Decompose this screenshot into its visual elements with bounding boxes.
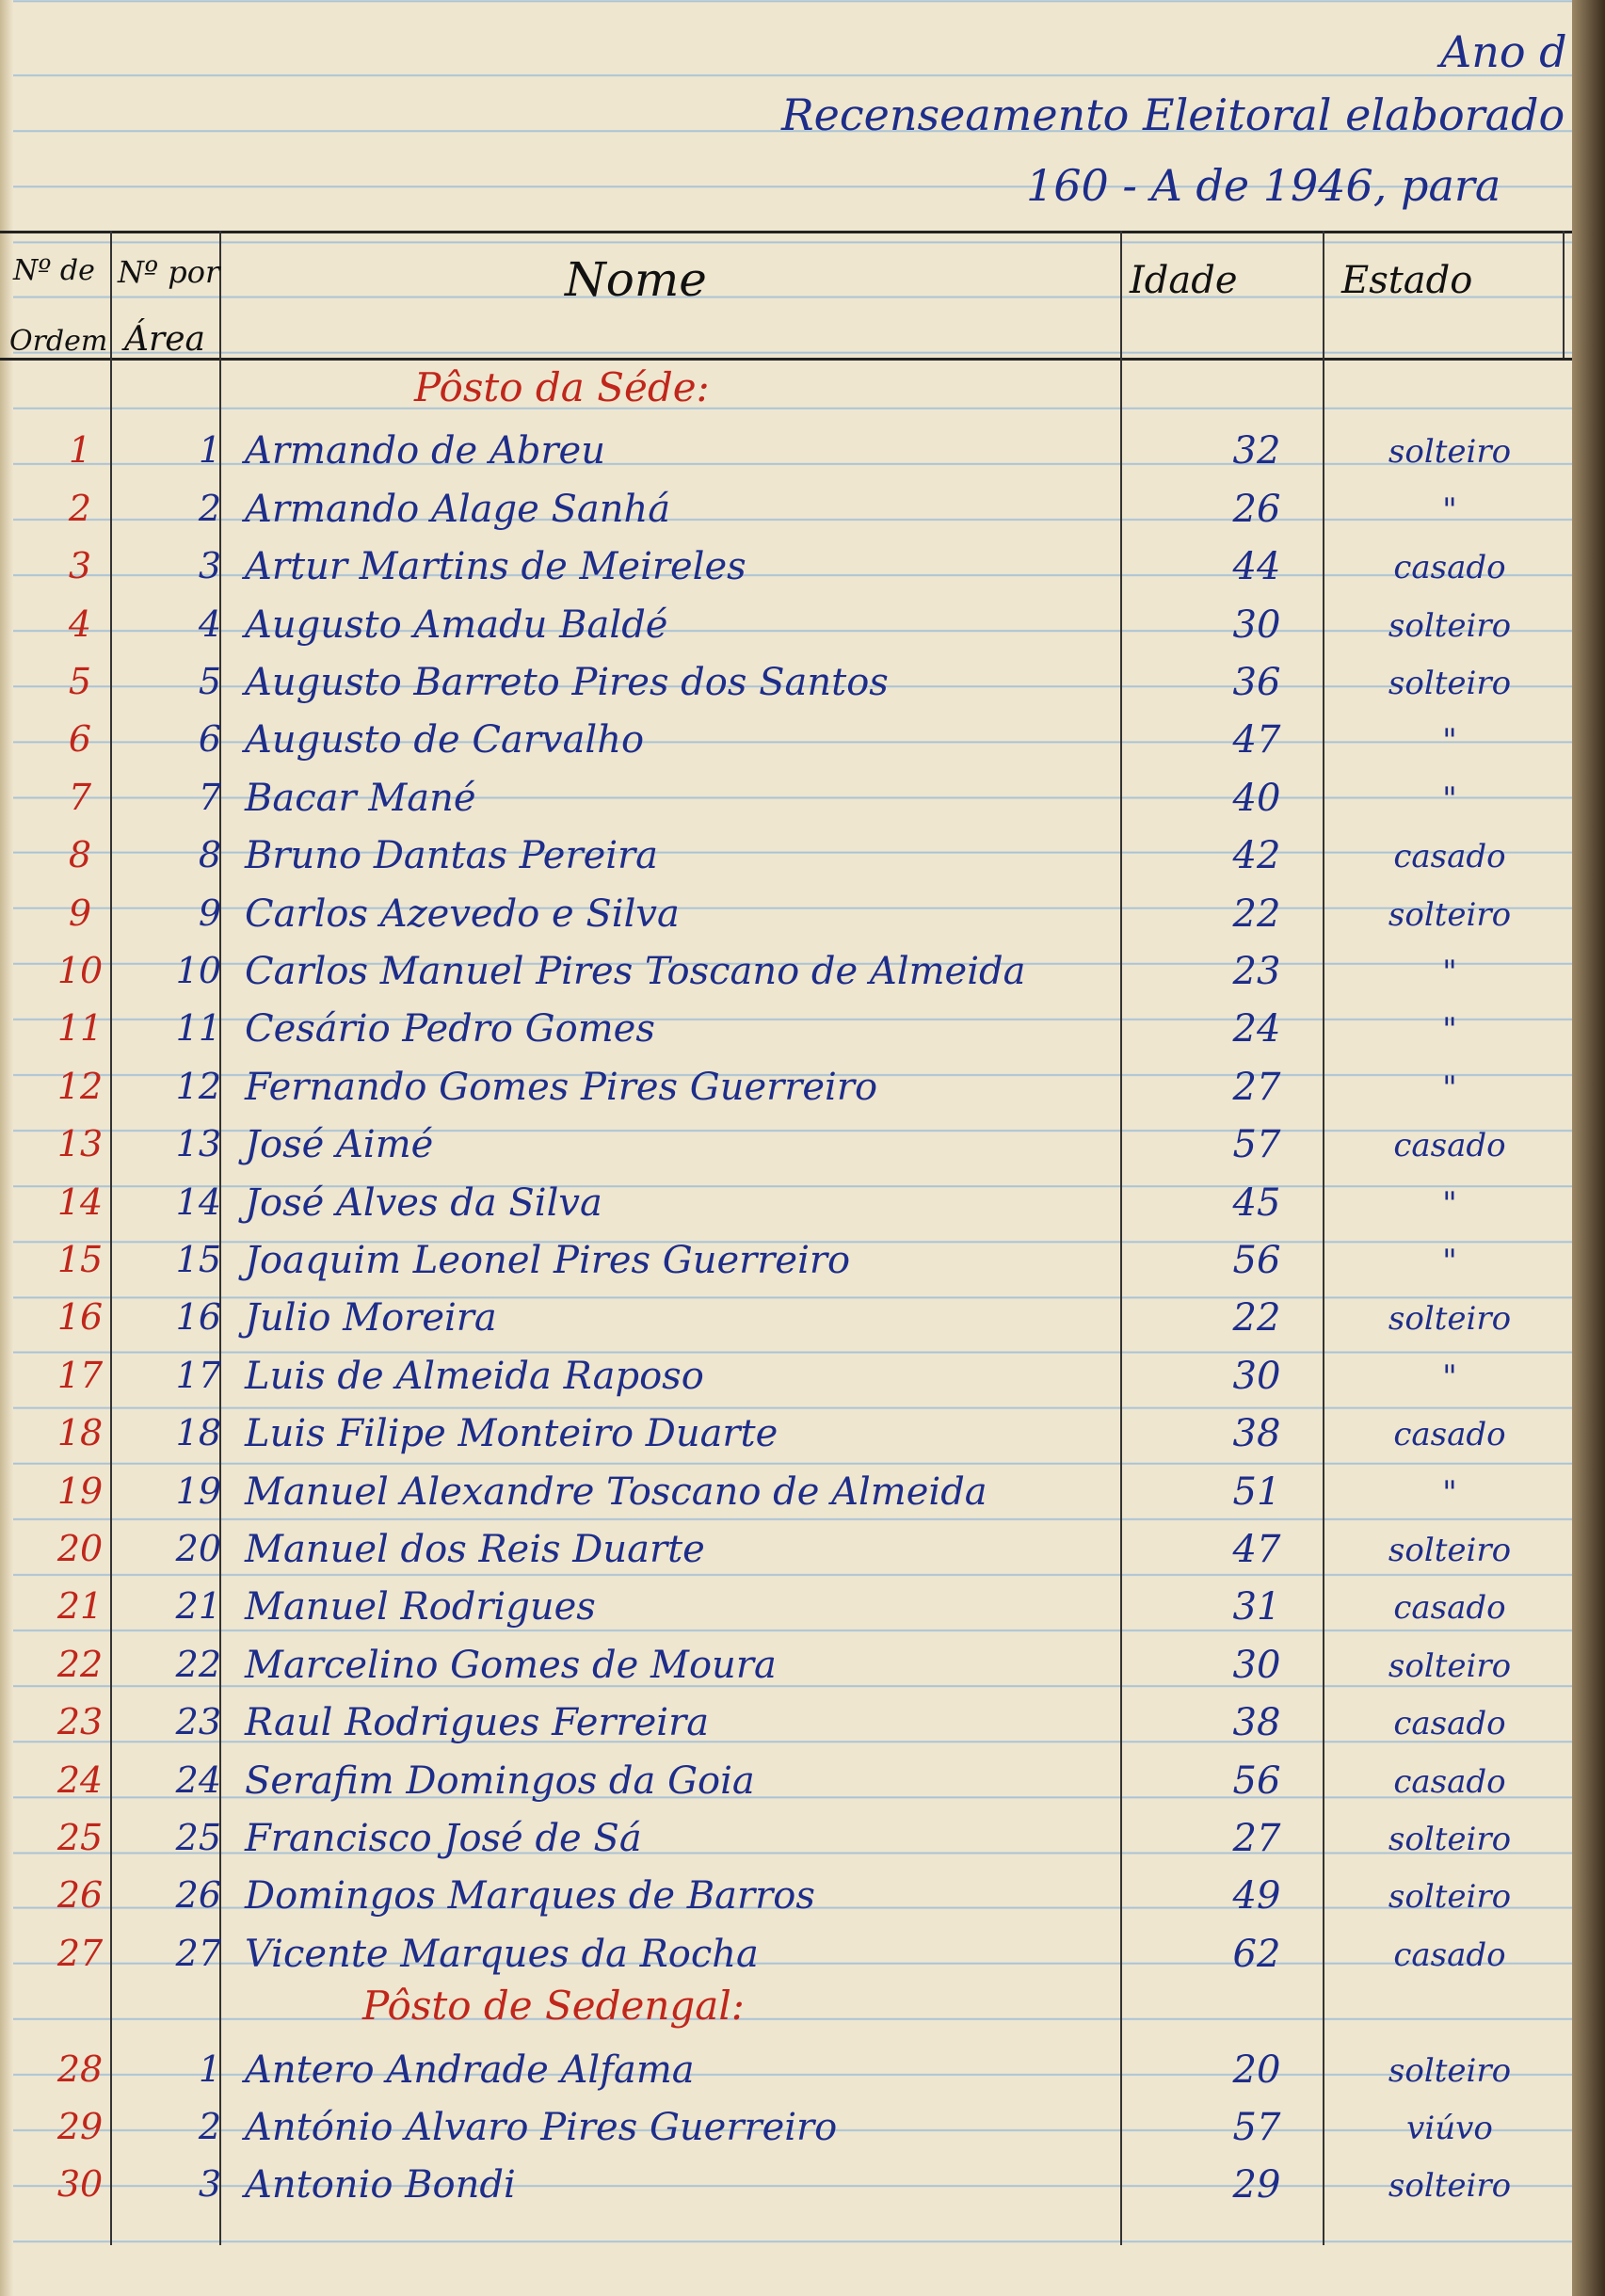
row-estado: solteiro xyxy=(1388,1821,1512,1858)
row-estado: " xyxy=(1442,722,1457,761)
row-estado: " xyxy=(1442,779,1457,818)
row-idade: 27 xyxy=(1232,1817,1281,1860)
row-nome: José Alves da Silva xyxy=(245,1180,602,1225)
row-nome: Julio Moreira xyxy=(245,1296,497,1341)
row-nome: Domingos Marques de Barros xyxy=(245,1874,815,1919)
row-ordem: 25 xyxy=(56,1817,104,1858)
row-ordem: 7 xyxy=(68,776,92,818)
row-nome: Bacar Mané xyxy=(245,776,476,820)
row-idade: 20 xyxy=(1232,2047,1281,2092)
row-nome: Luis de Almeida Raposo xyxy=(245,1354,704,1398)
row-idade: 38 xyxy=(1232,1412,1281,1456)
row-nome: Luis Filipe Monteiro Duarte xyxy=(245,1412,778,1456)
header-line-3: 160 - A de 1946, para xyxy=(1026,160,1501,211)
row-idade: 42 xyxy=(1232,834,1281,878)
row-area: 12 xyxy=(175,1065,221,1107)
col-ordem-line2: Ordem xyxy=(9,325,108,358)
row-ordem: 24 xyxy=(56,1758,104,1801)
header-line-1: Ano d xyxy=(1440,26,1567,77)
row-estado: solteiro xyxy=(1388,2051,1512,2090)
row-area: 2 xyxy=(198,2106,221,2147)
header-top-rule xyxy=(0,231,1572,233)
row-nome: Bruno Dantas Pereira xyxy=(245,834,659,878)
row-estado: " xyxy=(1442,1184,1457,1223)
row-area: 2 xyxy=(198,487,221,529)
row-estado: " xyxy=(1442,1068,1457,1107)
row-ordem: 2 xyxy=(68,487,92,529)
row-idade: 32 xyxy=(1232,429,1281,474)
row-ordem: 18 xyxy=(56,1412,104,1454)
row-area: 6 xyxy=(198,718,221,761)
row-area: 19 xyxy=(175,1469,221,1512)
row-idade: 38 xyxy=(1232,1701,1281,1745)
row-ordem: 11 xyxy=(56,1007,104,1050)
row-estado: viúvo xyxy=(1406,2110,1493,2147)
row-area: 1 xyxy=(198,429,221,472)
row-ordem: 10 xyxy=(56,950,104,991)
row-idade: 30 xyxy=(1232,1354,1281,1398)
row-estado: solteiro xyxy=(1388,2167,1512,2206)
row-idade: 47 xyxy=(1232,1528,1281,1571)
row-area: 9 xyxy=(198,891,221,934)
row-estado: " xyxy=(1442,490,1457,529)
column-rule-estado xyxy=(1563,231,1565,358)
row-nome: Joaquim Leonel Pires Guerreiro xyxy=(245,1239,851,1282)
row-estado: solteiro xyxy=(1388,433,1512,472)
row-nome: José Aimé xyxy=(245,1123,434,1167)
column-rule-idade xyxy=(1323,231,1324,2245)
row-estado: " xyxy=(1442,954,1457,991)
row-ordem: 1 xyxy=(68,429,92,472)
row-area: 5 xyxy=(198,661,221,702)
row-idade: 56 xyxy=(1232,1758,1281,1803)
row-estado: " xyxy=(1442,1357,1457,1396)
row-area: 20 xyxy=(175,1528,221,1569)
row-area: 15 xyxy=(175,1239,221,1280)
row-ordem: 29 xyxy=(56,2106,104,2147)
row-estado: solteiro xyxy=(1388,1532,1512,1569)
row-estado: casado xyxy=(1393,1935,1506,1974)
row-idade: 30 xyxy=(1232,602,1281,647)
row-estado: casado xyxy=(1393,1589,1506,1628)
row-estado: solteiro xyxy=(1388,1646,1512,1685)
row-idade: 49 xyxy=(1232,1874,1281,1919)
row-idade: 27 xyxy=(1232,1065,1281,1109)
row-idade: 51 xyxy=(1232,1469,1281,1514)
row-nome: Manuel Rodrigues xyxy=(245,1585,596,1630)
row-idade: 40 xyxy=(1232,776,1281,820)
row-idade: 26 xyxy=(1232,487,1281,531)
row-idade: 62 xyxy=(1232,1932,1281,1976)
row-nome: Augusto de Carvalho xyxy=(245,718,645,763)
row-estado: " xyxy=(1442,1011,1457,1050)
column-rule-nome xyxy=(1120,231,1122,2245)
row-ordem: 5 xyxy=(68,661,92,702)
row-ordem: 6 xyxy=(68,718,92,761)
row-idade: 22 xyxy=(1232,891,1281,936)
row-area: 10 xyxy=(175,950,221,991)
row-ordem: 19 xyxy=(56,1469,104,1512)
row-idade: 30 xyxy=(1232,1643,1281,1687)
row-estado: solteiro xyxy=(1388,895,1512,934)
row-area: 16 xyxy=(175,1296,221,1339)
row-area: 8 xyxy=(198,834,221,876)
col-area-line2: Área xyxy=(124,320,205,359)
row-ordem: 9 xyxy=(68,891,92,934)
header-bottom-rule xyxy=(0,358,1572,361)
row-area: 25 xyxy=(175,1817,221,1858)
row-nome: Carlos Manuel Pires Toscano de Almeida xyxy=(245,950,1026,993)
row-area: 1 xyxy=(198,2047,221,2090)
row-estado: solteiro xyxy=(1388,606,1512,645)
row-idade: 47 xyxy=(1232,718,1281,763)
row-area: 18 xyxy=(175,1412,221,1454)
row-estado: solteiro xyxy=(1388,1300,1512,1339)
row-nome: Fernando Gomes Pires Guerreiro xyxy=(245,1065,878,1109)
row-idade: 22 xyxy=(1232,1296,1281,1341)
row-area: 11 xyxy=(175,1007,221,1050)
row-idade: 45 xyxy=(1232,1180,1281,1225)
row-estado: casado xyxy=(1393,1705,1506,1743)
row-area: 7 xyxy=(198,776,221,818)
row-idade: 24 xyxy=(1232,1007,1281,1052)
row-ordem: 14 xyxy=(56,1180,104,1223)
row-area: 26 xyxy=(175,1874,221,1917)
row-nome: Francisco José de Sá xyxy=(245,1817,642,1860)
row-area: 27 xyxy=(175,1932,221,1974)
row-nome: Manuel dos Reis Duarte xyxy=(245,1528,705,1571)
header-line-2: Recenseamento Eleitoral elaborado xyxy=(781,89,1565,140)
row-estado: solteiro xyxy=(1388,665,1512,702)
page-edge xyxy=(1572,0,1605,2296)
row-area: 3 xyxy=(198,2163,221,2206)
row-nome: Artur Martins de Meireles xyxy=(245,545,746,589)
row-estado: " xyxy=(1442,1473,1457,1512)
row-ordem: 28 xyxy=(56,2047,104,2090)
row-area: 24 xyxy=(175,1758,221,1801)
row-ordem: 27 xyxy=(56,1932,104,1974)
row-ordem: 22 xyxy=(56,1643,104,1685)
col-nome: Nome xyxy=(565,252,707,307)
row-nome: Cesário Pedro Gomes xyxy=(245,1007,655,1052)
row-nome: Augusto Barreto Pires dos Santos xyxy=(245,661,889,704)
row-area: 22 xyxy=(175,1643,221,1685)
row-idade: 57 xyxy=(1232,2106,1281,2149)
row-idade: 57 xyxy=(1232,1123,1281,1167)
row-nome: António Alvaro Pires Guerreiro xyxy=(245,2106,838,2149)
row-nome: Armando de Abreu xyxy=(245,429,605,474)
row-area: 17 xyxy=(175,1354,221,1396)
row-idade: 31 xyxy=(1232,1585,1281,1630)
row-ordem: 12 xyxy=(56,1065,104,1107)
row-nome: Serafim Domingos da Goia xyxy=(245,1758,755,1803)
row-idade: 56 xyxy=(1232,1239,1281,1282)
row-idade: 44 xyxy=(1232,545,1281,589)
row-ordem: 23 xyxy=(56,1701,104,1743)
row-idade: 29 xyxy=(1232,2163,1281,2208)
row-nome: Antonio Bondi xyxy=(245,2163,516,2208)
row-area: 14 xyxy=(175,1180,221,1223)
row-ordem: 8 xyxy=(68,834,92,876)
row-estado: casado xyxy=(1393,1762,1506,1801)
section-title: Pôsto da Séde: xyxy=(414,364,710,410)
row-ordem: 16 xyxy=(56,1296,104,1339)
row-area: 21 xyxy=(175,1585,221,1628)
row-ordem: 17 xyxy=(56,1354,104,1396)
row-ordem: 20 xyxy=(56,1528,104,1569)
row-estado: " xyxy=(1442,1243,1457,1280)
row-nome: Manuel Alexandre Toscano de Almeida xyxy=(245,1469,987,1514)
row-estado: casado xyxy=(1393,549,1506,587)
row-nome: Raul Rodrigues Ferreira xyxy=(245,1701,710,1745)
row-area: 3 xyxy=(198,545,221,587)
row-ordem: 13 xyxy=(56,1123,104,1165)
section-title: Pôsto de Sedengal: xyxy=(362,1983,745,2030)
row-estado: solteiro xyxy=(1388,1878,1512,1917)
row-nome: Armando Alage Sanhá xyxy=(245,487,671,531)
row-ordem: 3 xyxy=(68,545,92,587)
row-ordem: 21 xyxy=(56,1585,104,1628)
row-nome: Antero Andrade Alfama xyxy=(245,2047,695,2092)
row-estado: casado xyxy=(1393,1127,1506,1165)
col-idade: Idade xyxy=(1130,259,1238,302)
row-ordem: 26 xyxy=(56,1874,104,1917)
row-nome: Vicente Marques da Rocha xyxy=(245,1932,759,1976)
row-ordem: 15 xyxy=(56,1239,104,1280)
col-estado: Estado xyxy=(1341,259,1473,302)
row-ordem: 30 xyxy=(56,2163,104,2206)
col-ordem-line1: Nº de xyxy=(13,254,95,287)
row-estado: casado xyxy=(1393,1416,1506,1454)
row-area: 13 xyxy=(175,1123,221,1165)
row-nome: Marcelino Gomes de Moura xyxy=(245,1643,777,1687)
row-area: 23 xyxy=(175,1701,221,1743)
row-nome: Carlos Azevedo e Silva xyxy=(245,891,680,936)
col-area-line1: Nº por xyxy=(118,254,220,290)
row-nome: Augusto Amadu Baldé xyxy=(245,602,668,647)
row-estado: casado xyxy=(1393,838,1506,876)
row-idade: 36 xyxy=(1232,661,1281,704)
row-idade: 23 xyxy=(1232,950,1281,993)
row-ordem: 4 xyxy=(68,602,92,645)
row-area: 4 xyxy=(198,602,221,645)
